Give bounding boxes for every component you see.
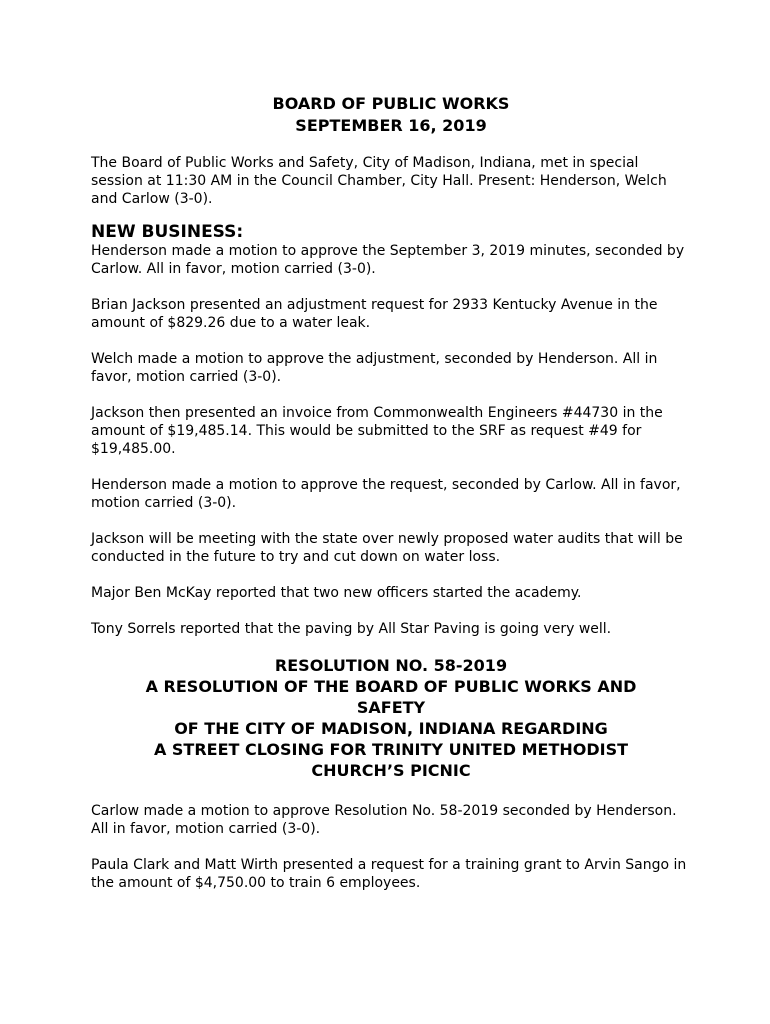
resolution-line: RESOLUTION NO. 58-2019 — [274, 656, 508, 675]
adjustment-request-paragraph: Brian Jackson presented an adjustment request for 2933 Kentucky Avenue in the amount of $829.26 due to a water leak. — [91, 297, 658, 331]
resolution-line: CHURCH’S PICNIC — [311, 761, 471, 780]
water-audit-paragraph: Jackson will be meeting with the state over newly proposed water audits that will be conducted in the future to try and cut down on water loss. — [91, 531, 683, 565]
document-page — [91, 93, 691, 892]
resolution-heading — [91, 655, 691, 781]
title-line-board: BOARD OF PUBLIC WORKS — [272, 94, 510, 113]
title-line-date: SEPTEMBER 16, 2019 — [295, 116, 487, 135]
minutes-approval-paragraph: Henderson made a motion to approve the September 3, 2019 minutes, seconded by Carlow. All in favor, motion carried (3-0). — [91, 243, 685, 277]
resolution-approval-paragraph: Carlow made a motion to approve Resolution No. 58-2019 seconded by Henderson. All in favor, motion carried (3-0). — [91, 803, 677, 837]
resolution-line: OF THE CITY OF MADISON, INDIANA REGARDING — [174, 719, 608, 738]
paving-paragraph: Tony Sorrels reported that the paving by All Star Paving is going very well. — [91, 621, 612, 637]
resolution-line: A STREET CLOSING FOR TRINITY UNITED METHODIST — [153, 740, 629, 759]
new-business-heading: NEW BUSINESS: — [91, 222, 244, 242]
invoice-paragraph: Jackson then presented an invoice from Commonwealth Engineers #44730 in the amount of $19,485.14. This would be submitted to the SRF as request #49 for $19,485.00. — [91, 405, 663, 457]
training-grant-paragraph: Paula Clark and Matt Wirth presented a request for a training grant to Arvin Sango in the amount of $4,750.00 to train 6 employees. — [91, 857, 687, 891]
request-approval-paragraph: Henderson made a motion to approve the request, seconded by Carlow. All in favor, motion carried (3-0). — [91, 477, 681, 511]
officers-paragraph: Major Ben McKay reported that two new officers started the academy. — [91, 585, 582, 601]
adjustment-approval-paragraph: Welch made a motion to approve the adjustment, seconded by Henderson. All in favor, motion carried (3-0). — [91, 351, 658, 385]
page-title — [91, 93, 691, 137]
intro-paragraph: The Board of Public Works and Safety, City of Madison, Indiana, met in special session at 11:30 AM in the Council Chamber, City Hall. Present: Henderson, Welch and Carlow (3-0). — [91, 155, 667, 207]
resolution-line: SAFETY — [356, 698, 426, 717]
resolution-line: A RESOLUTION OF THE BOARD OF PUBLIC WORKS AND — [145, 677, 637, 696]
